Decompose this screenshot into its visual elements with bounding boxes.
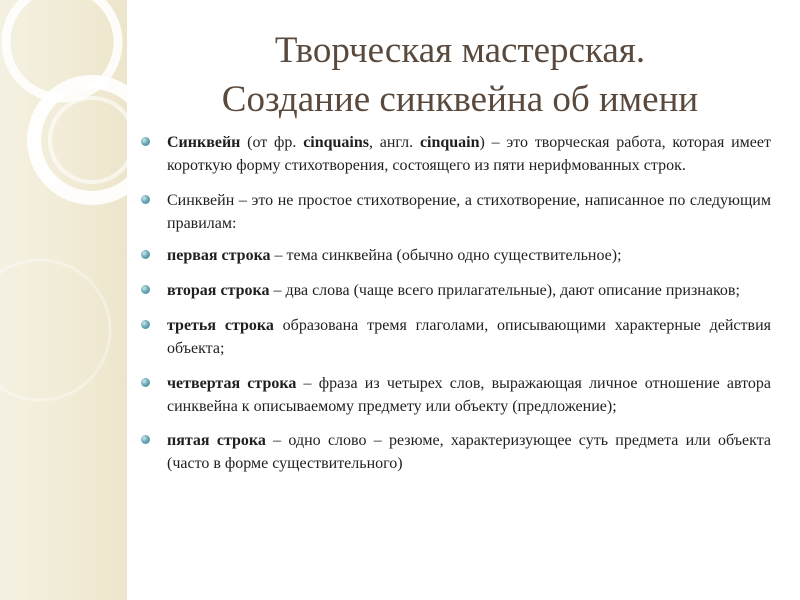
bullet-text: – два слова (чаще всего прилагательные), дают описание признаков; (269, 282, 740, 299)
bullet-lead: первая строка (167, 247, 271, 264)
bullet-dot-icon (141, 435, 150, 444)
decorative-rings (0, 0, 127, 600)
bullet-item-line-5 (137, 429, 771, 475)
bullet-text: – одно слово – резюме, характеризующее суть предмета или объекта (часто в форме существительного) (167, 432, 771, 472)
bullet-lead: четвертая строка (167, 375, 297, 392)
bullet-dot-icon (141, 320, 150, 329)
bullet-list (137, 131, 771, 475)
title-line-1: Творческая мастерская. (274, 30, 646, 71)
bullet-dot-icon (141, 285, 150, 294)
bullet-lead: пятая строка (167, 432, 266, 449)
bullet-text: – фраза из четырех слов, выражающая личное отношение автора синквейна к описываемому предмету или объекту (предложение); (167, 375, 772, 415)
slide-title (150, 26, 770, 124)
title-line-2: Создание синквейна об имени (221, 79, 699, 120)
term-word: Синквейн (167, 134, 241, 151)
bullet-text: образована тремя глаголами, описывающими характерные действия объекта; (167, 317, 772, 357)
bullet-item-line-4 (137, 372, 771, 418)
bullet-text: – тема синквейна (обычно одно существительное); (270, 247, 622, 264)
term-fr: cinquains (303, 134, 369, 151)
bullet-item-definition: Синквейн (от фр. cinquains, англ. cinquain) – это творческая работа, которая имеет короткую форму стихотворения, состоящего из пяти нерифмованных строк. (137, 131, 771, 177)
term-en: cinquain (419, 134, 480, 151)
bullet-item-rules-intro (137, 189, 771, 235)
bullet-dot-icon (141, 195, 150, 204)
bullet-item-line-3 (137, 314, 771, 360)
bullet-dot-icon (141, 250, 150, 259)
bullet-dot-icon (141, 378, 150, 387)
bullet-lead: третья строка (167, 317, 274, 334)
bullet-dot-icon (141, 137, 150, 146)
bullet-item-line-1 (137, 244, 771, 267)
bullet-lead: вторая строка (167, 282, 270, 299)
bullet-item-line-2 (137, 279, 771, 302)
bullet-text: Синквейн – это не простое стихотворение, а стихотворение, написанное по следующим правилам: (167, 192, 771, 232)
